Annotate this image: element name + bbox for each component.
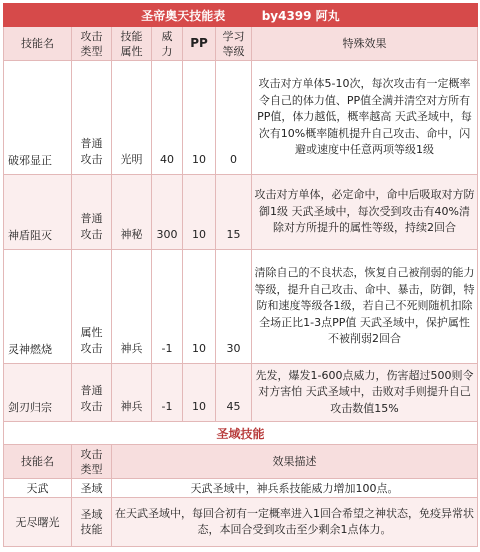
skill-row [4,175,478,250]
skill-type [72,175,112,250]
header-row [4,27,478,61]
skill-name: 破邪显正 [4,61,72,175]
domain-header-name: 技能名 [4,445,72,479]
skill-level: 15 [216,175,252,250]
skill-effect: 先发，爆发1-600点威力，伤害超过500则令对方害怕 天武圣域中，击败对手则提升自己攻击数值15% [252,364,478,422]
domain-effect: 天武圣域中，神兵系技能威力增加100点。 [112,479,478,498]
skill-attr: 光明 [112,61,152,175]
skill-power: 40 [152,61,183,175]
domain-header-row [4,445,478,479]
section-title: 圣域技能 [4,422,478,445]
skill-power: 300 [152,175,183,250]
skill-attr: 神兵 [112,364,152,422]
header-name: 技能名 [4,27,72,61]
domain-effect: 在天武圣域中，每回合初有一定概率进入1回合希望之神状态，免疫异常状态，本回合受到攻击至少剩余1点体力。 [112,498,478,547]
domain-name: 无尽曙光 [4,498,72,547]
skill-type [72,364,112,422]
skill-type [72,250,112,364]
skill-row [4,250,478,364]
domain-row [4,479,478,498]
skill-effect: 清除自己的不良状态，恢复自己被削弱的能力等级，提升自己攻击、命中、暴击，防御，特防和速度等级各1级，若自己不死则随机扣除全场正比1-3点PP值 天武圣域中，保护属性不被削弱2回合 [252,250,478,364]
title-text: 圣帝奥天技能表 [141,8,226,23]
skill-type-text: 普通攻击 [80,384,103,413]
skill-attr: 神秘 [112,175,152,250]
skill-level: 0 [216,61,252,175]
domain-header-effect: 效果描述 [112,445,478,479]
skill-name: 神盾阻灭 [4,175,72,250]
domain-name: 天武 [4,479,72,498]
skill-row [4,364,478,422]
skill-type-text: 普通攻击 [80,137,103,166]
skill-type-text: 属性攻击 [80,326,103,355]
skill-level: 30 [216,250,252,364]
skill-effect: 攻击对方单体，必定命中，命中后吸取对方防御1级 天武圣域中，每次受到攻击有40%清除对方所提升的属性等级，持续2回合 [252,175,478,250]
skill-row [4,61,478,175]
skill-table [3,3,478,547]
header-level: 学习 等级 [216,27,252,61]
skill-pp: 10 [183,250,216,364]
skill-pp: 10 [183,364,216,422]
skill-power: -1 [152,250,183,364]
skill-effect: 攻击对方单体5-10次，每次攻击有一定概率令自己的体力值、PP值全满并清空对方所有PP值，体力越低，概率越高 天武圣域中，每次有10%概率随机提升自己攻击、命中，闪避或速度中任意两项等级1级 [252,61,478,175]
header-pp: PP [183,27,216,61]
header-effect: 特殊效果 [252,27,478,61]
skill-name: 剑刃归宗 [4,364,72,422]
domain-type: 圣域 [72,479,112,498]
author-text: by4399 阿丸 [261,8,340,23]
domain-type: 圣域 技能 [72,498,112,547]
domain-row [4,498,478,547]
skill-type-text: 普通攻击 [80,212,103,241]
skill-table-container [3,3,477,547]
domain-header-type: 攻击 类型 [72,445,112,479]
skill-name: 灵神燃烧 [4,250,72,364]
skill-level: 45 [216,364,252,422]
header-attr: 技能 属性 [112,27,152,61]
skill-attr: 神兵 [112,250,152,364]
header-power: 威 力 [152,27,183,61]
skill-type [72,61,112,175]
skill-power: -1 [152,364,183,422]
skill-pp: 10 [183,61,216,175]
skill-pp: 10 [183,175,216,250]
table-title [4,4,478,27]
header-type: 攻击 类型 [72,27,112,61]
